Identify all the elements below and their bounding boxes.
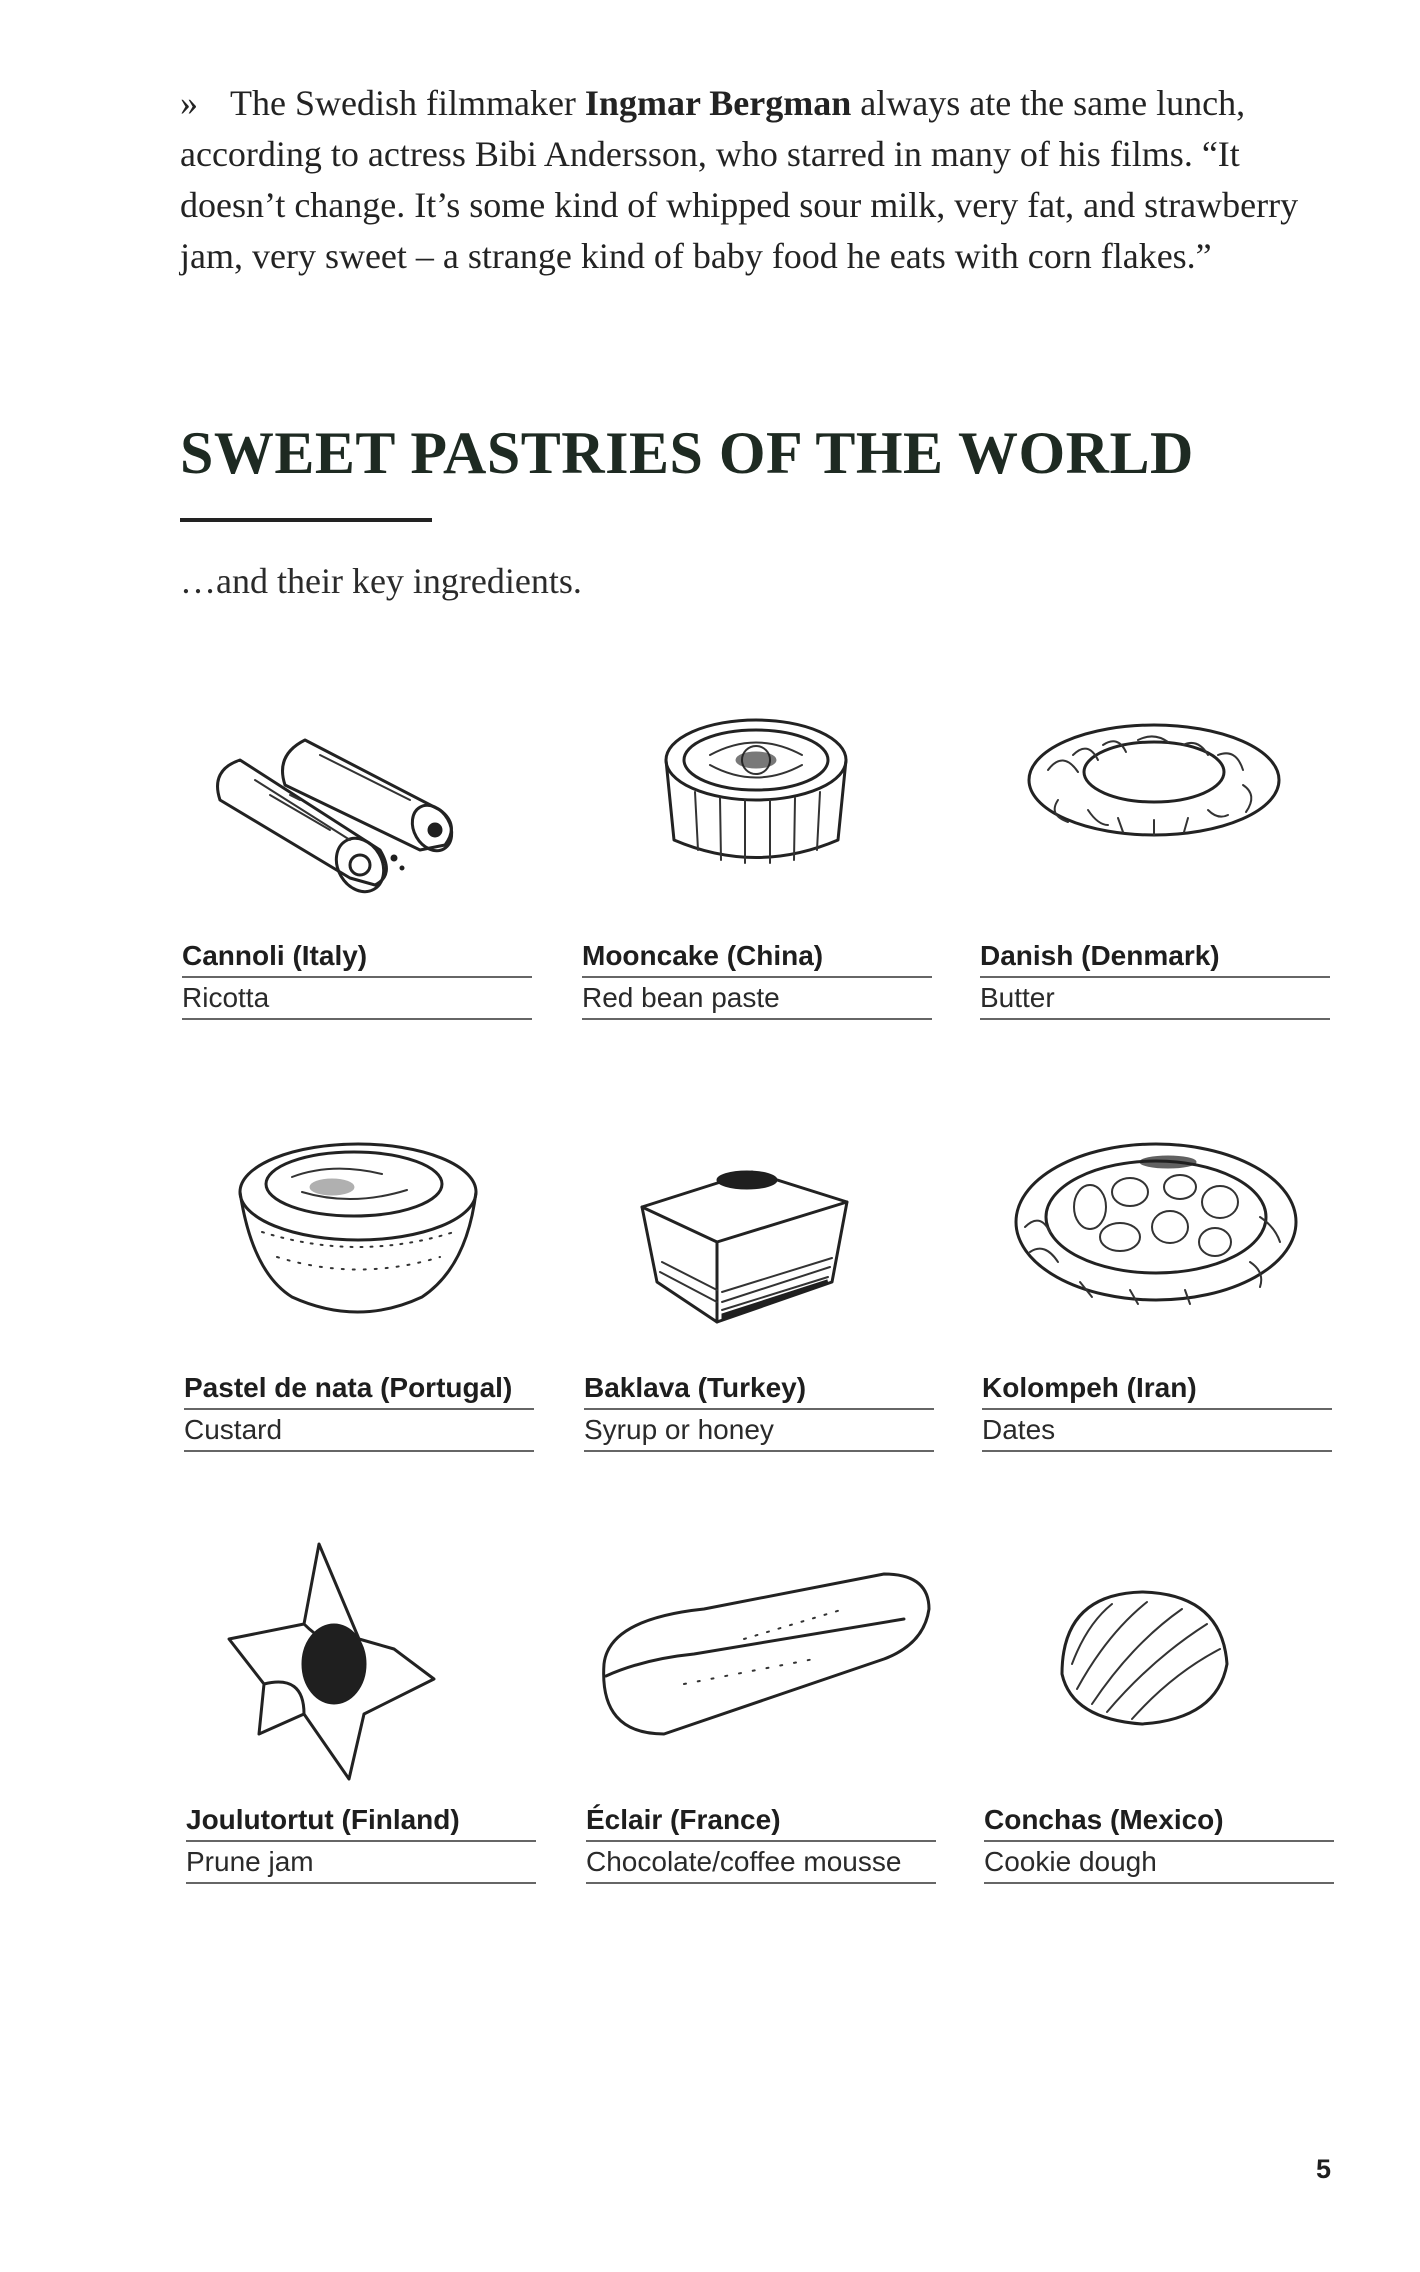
pastry-ingredient: Butter (980, 982, 1330, 1020)
pastry-name: Conchas (Mexico) (984, 1804, 1334, 1842)
guillemet-marker: » (180, 83, 198, 123)
title-underline (180, 518, 432, 522)
pastry-name: Cannoli (Italy) (182, 940, 532, 978)
pastry-name: Pastel de nata (Portugal) (184, 1372, 534, 1410)
page-number: 5 (1316, 2154, 1332, 2184)
section-subtitle: …and their key ingredients. (180, 561, 582, 601)
pastry-ingredient: Custard (184, 1414, 534, 1452)
pastry-name: Mooncake (China) (582, 940, 932, 978)
pastry-ingredient: Dates (982, 1414, 1332, 1452)
baklava-illustration (582, 1132, 934, 1342)
eclair-illustration (584, 1564, 936, 1774)
section-title: SWEET PASTRIES OF THE WORLD (180, 420, 1194, 486)
pastry-ingredient: Cookie dough (984, 1846, 1334, 1884)
pastry-ingredient: Red bean paste (582, 982, 932, 1020)
pastry-ingredient: Prune jam (186, 1846, 536, 1884)
pastry-name: Éclair (France) (586, 1804, 936, 1842)
cannoli-illustration (180, 700, 532, 910)
intro-text-after: always ate the same lunch, according to actress Bibi Andersson, who starred in many of his films. “It doesn’t change. It’s some kind of whipped sour milk, very fat, and strawberry jam, very sweet – a strange kind of baby food he eats with corn flakes.” (180, 83, 1299, 276)
pastry-name: Kolompeh (Iran) (982, 1372, 1332, 1410)
pastry-ingredient: Syrup or honey (584, 1414, 934, 1452)
pastry-name: Danish (Denmark) (980, 940, 1330, 978)
pastry-ingredient: Chocolate/coffee mousse (586, 1846, 936, 1884)
intro-highlight-name: Ingmar Bergman (584, 83, 852, 123)
intro-text-before: The Swedish filmmaker (230, 83, 585, 123)
intro-paragraph (180, 78, 1330, 282)
kolompeh-illustration (980, 1132, 1332, 1342)
joulutortut-illustration (184, 1564, 536, 1774)
pastry-name: Joulutortut (Finland) (186, 1804, 536, 1842)
pastel-de-nata-illustration (182, 1132, 534, 1342)
pastry-ingredient: Ricotta (182, 982, 532, 1020)
danish-illustration (978, 700, 1330, 910)
pastry-name: Baklava (Turkey) (584, 1372, 934, 1410)
conchas-illustration (982, 1564, 1334, 1774)
mooncake-illustration (580, 700, 932, 910)
